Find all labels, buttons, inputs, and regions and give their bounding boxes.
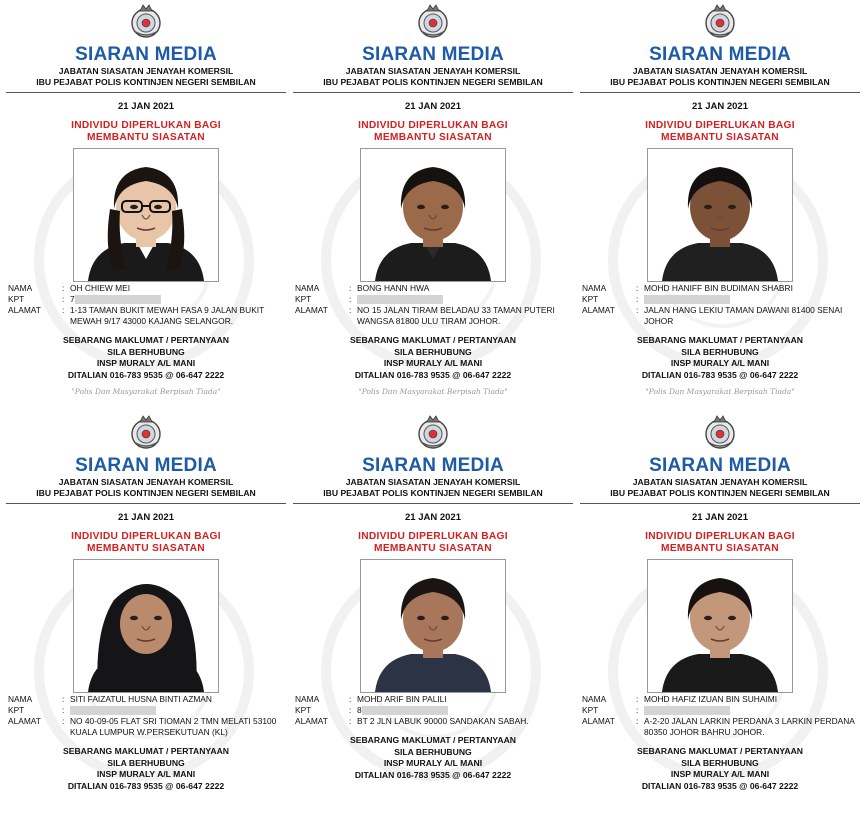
redacted-block <box>75 295 161 304</box>
divider <box>580 503 860 504</box>
address-label: ALAMAT <box>8 305 41 315</box>
contact-line: SEBARANG MAKLUMAT / PERTANYAAN <box>350 335 516 345</box>
name-label: NAMA <box>8 694 33 704</box>
release-title: SIARAN MEDIA <box>649 455 791 476</box>
kpt-label: KPT <box>582 705 599 715</box>
suspect-address: 1-13 TAMAN BUKIT MEWAH FASA 9 JALAN BUKIT MEWAH 9/17 43000 KAJANG SELANGOR. <box>70 305 265 326</box>
colon: : <box>62 705 65 715</box>
release-title: SIARAN MEDIA <box>75 44 217 65</box>
police-motto: "Polis Dan Masyarakat Berpisah Tiada" <box>358 387 508 396</box>
suspect-name: MOHD HAFIZ IZUAN BIN SUHAIMI <box>644 694 778 704</box>
contact-officer: INSP MURALY A/L MANI <box>670 358 770 368</box>
portrait-image <box>74 560 218 692</box>
kpt-value <box>70 294 288 305</box>
notice-heading-line: INDIVIDU DIPERLUKAN BAGI <box>358 120 508 131</box>
police-crest-icon <box>700 1 740 41</box>
police-crest-icon <box>413 1 453 41</box>
suspect-photo <box>647 148 793 282</box>
contact-info <box>578 746 862 792</box>
divider <box>293 92 573 93</box>
notice-heading-line: INDIVIDU DIPERLUKAN BAGI <box>645 531 795 542</box>
notice-heading-line: INDIVIDU DIPERLUKAN BAGI <box>71 120 221 131</box>
redacted-block <box>644 706 730 715</box>
notice-heading-line: MEMBANTU SIASATAN <box>661 543 779 554</box>
kpt-value <box>357 294 575 305</box>
kpt-label: KPT <box>582 294 599 304</box>
department-line: JABATAN SIASATAN JENAYAH KOMERSIL <box>345 477 521 487</box>
contact-line: SILA BERHUBUNG <box>394 746 472 757</box>
police-crest-icon <box>700 412 740 452</box>
contact-line: SILA BERHUBUNG <box>107 346 185 357</box>
suspect-details <box>4 283 288 327</box>
contact-phone: DITALIAN 016-783 9535 @ 06-647 2222 <box>641 780 799 791</box>
release-date: 21 JAN 2021 <box>692 101 748 112</box>
suspect-name: OH CHIEW MEI <box>70 283 131 293</box>
suspect-address: NO 15 JALAN TIRAM BELADAU 33 TAMAN PUTERI WANGSA 81800 ULU TIRAM JOHOR. <box>357 305 555 326</box>
suspect-address: JALAN HANG LEKIU TAMAN DAWANI 81400 SENAI JOHOR <box>644 305 843 326</box>
police-motto: "Polis Dan Masyarakat Berpisah Tiada" <box>645 387 795 396</box>
suspect-photo <box>360 559 506 693</box>
media-release-poster <box>4 411 288 822</box>
kpt-row <box>295 294 575 305</box>
contact-officer: INSP MURALY A/L MANI <box>96 769 196 779</box>
media-release-poster <box>578 0 862 411</box>
colon: : <box>349 716 352 726</box>
notice-heading-line: INDIVIDU DIPERLUKAN BAGI <box>71 531 221 542</box>
suspect-photo <box>360 148 506 282</box>
contact-info <box>291 335 575 381</box>
name-label: NAMA <box>295 694 320 704</box>
name-label: NAMA <box>295 283 320 293</box>
suspect-name: SITI FAIZATUL HUSNA BINTI AZMAN <box>70 694 212 704</box>
contact-officer: INSP MURALY A/L MANI <box>96 358 196 368</box>
notice-heading-line: MEMBANTU SIASATAN <box>87 543 205 554</box>
office-line: IBU PEJABAT POLIS KONTINJEN NEGERI SEMBILAN <box>323 77 543 87</box>
kpt-label: KPT <box>8 294 25 304</box>
suspect-details <box>578 283 862 327</box>
suspect-name: BONG HANN HWA <box>357 283 430 293</box>
kpt-label: KPT <box>295 294 312 304</box>
address-label: ALAMAT <box>582 716 615 726</box>
office-line: IBU PEJABAT POLIS KONTINJEN NEGERI SEMBILAN <box>610 488 830 498</box>
kpt-row <box>582 294 862 305</box>
police-motto: "Polis Dan Masyarakat Berpisah Tiada" <box>71 387 221 396</box>
name-row <box>582 694 862 705</box>
divider <box>6 92 286 93</box>
contact-line: SILA BERHUBUNG <box>107 757 185 768</box>
release-date: 21 JAN 2021 <box>692 512 748 523</box>
colon: : <box>636 294 639 304</box>
suspect-photo <box>73 148 219 282</box>
media-release-poster <box>291 411 575 822</box>
kpt-label: KPT <box>8 705 25 715</box>
contact-officer: INSP MURALY A/L MANI <box>383 758 483 768</box>
suspect-name: MOHD ARIF BIN PALILI <box>357 694 447 704</box>
kpt-value <box>70 705 288 716</box>
notice-heading <box>578 531 862 555</box>
contact-line: SEBARANG MAKLUMAT / PERTANYAAN <box>63 746 229 756</box>
colon: : <box>636 305 639 315</box>
release-title: SIARAN MEDIA <box>75 455 217 476</box>
colon: : <box>349 694 352 704</box>
department-line: JABATAN SIASATAN JENAYAH KOMERSIL <box>58 66 234 76</box>
kpt-label: KPT <box>295 705 312 715</box>
name-label: NAMA <box>582 283 607 293</box>
redacted-block <box>357 295 443 304</box>
colon: : <box>636 694 639 704</box>
contact-officer: INSP MURALY A/L MANI <box>383 358 483 368</box>
contact-phone: DITALIAN 016-783 9535 @ 06-647 2222 <box>67 780 225 791</box>
contact-line: SEBARANG MAKLUMAT / PERTANYAAN <box>63 335 229 345</box>
notice-heading <box>4 531 288 555</box>
department-line: JABATAN SIASATAN JENAYAH KOMERSIL <box>345 66 521 76</box>
divider <box>6 503 286 504</box>
notice-heading <box>291 531 575 555</box>
contact-phone: DITALIAN 016-783 9535 @ 06-647 2222 <box>354 769 512 780</box>
notice-heading-line: INDIVIDU DIPERLUKAN BAGI <box>645 120 795 131</box>
release-title: SIARAN MEDIA <box>362 44 504 65</box>
contact-info <box>4 746 288 792</box>
address-row <box>8 716 288 738</box>
office-line: IBU PEJABAT POLIS KONTINJEN NEGERI SEMBILAN <box>36 488 256 498</box>
colon: : <box>349 294 352 304</box>
suspect-details <box>291 283 575 327</box>
suspect-photo <box>73 559 219 693</box>
suspect-address: BT 2 JLN LABUK 90000 SANDAKAN SABAH. <box>357 716 529 726</box>
department-line: JABATAN SIASATAN JENAYAH KOMERSIL <box>58 477 234 487</box>
colon: : <box>62 694 65 704</box>
kpt-row <box>295 705 575 716</box>
colon: : <box>62 716 65 726</box>
colon: : <box>636 705 639 715</box>
colon: : <box>349 305 352 315</box>
notice-heading-line: INDIVIDU DIPERLUKAN BAGI <box>358 531 508 542</box>
contact-info <box>578 335 862 381</box>
suspect-name: MOHD HANIFF BIN BUDIMAN SHABRI <box>644 283 793 293</box>
contact-phone: DITALIAN 016-783 9535 @ 06-647 2222 <box>641 369 799 380</box>
notice-heading-line: MEMBANTU SIASATAN <box>374 543 492 554</box>
address-label: ALAMAT <box>8 716 41 726</box>
office-line: IBU PEJABAT POLIS KONTINJEN NEGERI SEMBILAN <box>323 488 543 498</box>
contact-line: SEBARANG MAKLUMAT / PERTANYAAN <box>637 746 803 756</box>
contact-phone: DITALIAN 016-783 9535 @ 06-647 2222 <box>67 369 225 380</box>
media-release-poster <box>4 0 288 411</box>
name-row <box>295 283 575 294</box>
notice-heading <box>578 120 862 144</box>
portrait-image <box>74 149 218 281</box>
colon: : <box>349 283 352 293</box>
address-label: ALAMAT <box>295 305 328 315</box>
redacted-block <box>70 706 156 715</box>
notice-heading <box>4 120 288 144</box>
address-label: ALAMAT <box>295 716 328 726</box>
suspect-photo <box>647 559 793 693</box>
name-label: NAMA <box>582 694 607 704</box>
address-row <box>582 716 862 738</box>
address-row <box>8 305 288 327</box>
colon: : <box>62 294 65 304</box>
name-label: NAMA <box>8 283 33 293</box>
department-line: JABATAN SIASATAN JENAYAH KOMERSIL <box>632 66 808 76</box>
release-date: 21 JAN 2021 <box>118 101 174 112</box>
contact-line: SEBARANG MAKLUMAT / PERTANYAAN <box>637 335 803 345</box>
portrait-image <box>648 149 792 281</box>
contact-officer: INSP MURALY A/L MANI <box>670 769 770 779</box>
release-title: SIARAN MEDIA <box>362 455 504 476</box>
kpt-row <box>8 294 288 305</box>
notice-heading-line: MEMBANTU SIASATAN <box>374 132 492 143</box>
police-crest-icon <box>126 1 166 41</box>
kpt-value <box>644 705 862 716</box>
address-row <box>582 305 862 327</box>
colon: : <box>62 305 65 315</box>
media-release-poster <box>291 0 575 411</box>
divider <box>580 92 860 93</box>
suspect-details <box>291 694 575 727</box>
colon: : <box>636 716 639 726</box>
portrait-image <box>361 560 505 692</box>
redacted-block <box>362 706 448 715</box>
police-crest-icon <box>413 412 453 452</box>
contact-phone: DITALIAN 016-783 9535 @ 06-647 2222 <box>354 369 512 380</box>
divider <box>293 503 573 504</box>
release-title: SIARAN MEDIA <box>649 44 791 65</box>
kpt-value <box>357 705 575 716</box>
suspect-address: NO 40-09-05 FLAT SRI TIOMAN 2 TMN MELATI 53100 KUALA LUMPUR W.PERSEKUTUAN (KL) <box>70 716 277 737</box>
notice-heading-line: MEMBANTU SIASATAN <box>87 132 205 143</box>
name-row <box>582 283 862 294</box>
kpt-value <box>644 294 862 305</box>
notice-heading-line: MEMBANTU SIASATAN <box>661 132 779 143</box>
kpt-row <box>582 705 862 716</box>
colon: : <box>62 283 65 293</box>
portrait-image <box>361 149 505 281</box>
contact-line: SILA BERHUBUNG <box>394 346 472 357</box>
contact-line: SILA BERHUBUNG <box>681 346 759 357</box>
office-line: IBU PEJABAT POLIS KONTINJEN NEGERI SEMBILAN <box>610 77 830 87</box>
portrait-image <box>648 560 792 692</box>
suspect-details <box>4 694 288 738</box>
contact-info <box>4 335 288 381</box>
redacted-block <box>644 295 730 304</box>
address-row <box>295 305 575 327</box>
notice-heading <box>291 120 575 144</box>
colon: : <box>636 283 639 293</box>
suspect-address: A-2-20 JALAN LARKIN PERDANA 3 LARKIN PERDANA 80350 JOHOR BAHRU JOHOR. <box>644 716 855 737</box>
release-date: 21 JAN 2021 <box>405 101 461 112</box>
release-date: 21 JAN 2021 <box>405 512 461 523</box>
colon: : <box>349 705 352 715</box>
department-line: JABATAN SIASATAN JENAYAH KOMERSIL <box>632 477 808 487</box>
contact-line: SEBARANG MAKLUMAT / PERTANYAAN <box>350 735 516 745</box>
kpt-row <box>8 705 288 716</box>
police-crest-icon <box>126 412 166 452</box>
kpt-visible-digit: 7 <box>70 294 75 304</box>
address-row <box>295 716 575 727</box>
name-row <box>295 694 575 705</box>
kpt-visible-digit: 8 <box>357 705 362 715</box>
address-label: ALAMAT <box>582 305 615 315</box>
name-row <box>8 694 288 705</box>
suspect-details <box>578 694 862 738</box>
contact-info <box>291 735 575 781</box>
office-line: IBU PEJABAT POLIS KONTINJEN NEGERI SEMBILAN <box>36 77 256 87</box>
contact-line: SILA BERHUBUNG <box>681 757 759 768</box>
release-date: 21 JAN 2021 <box>118 512 174 523</box>
media-release-poster <box>578 411 862 822</box>
name-row <box>8 283 288 294</box>
